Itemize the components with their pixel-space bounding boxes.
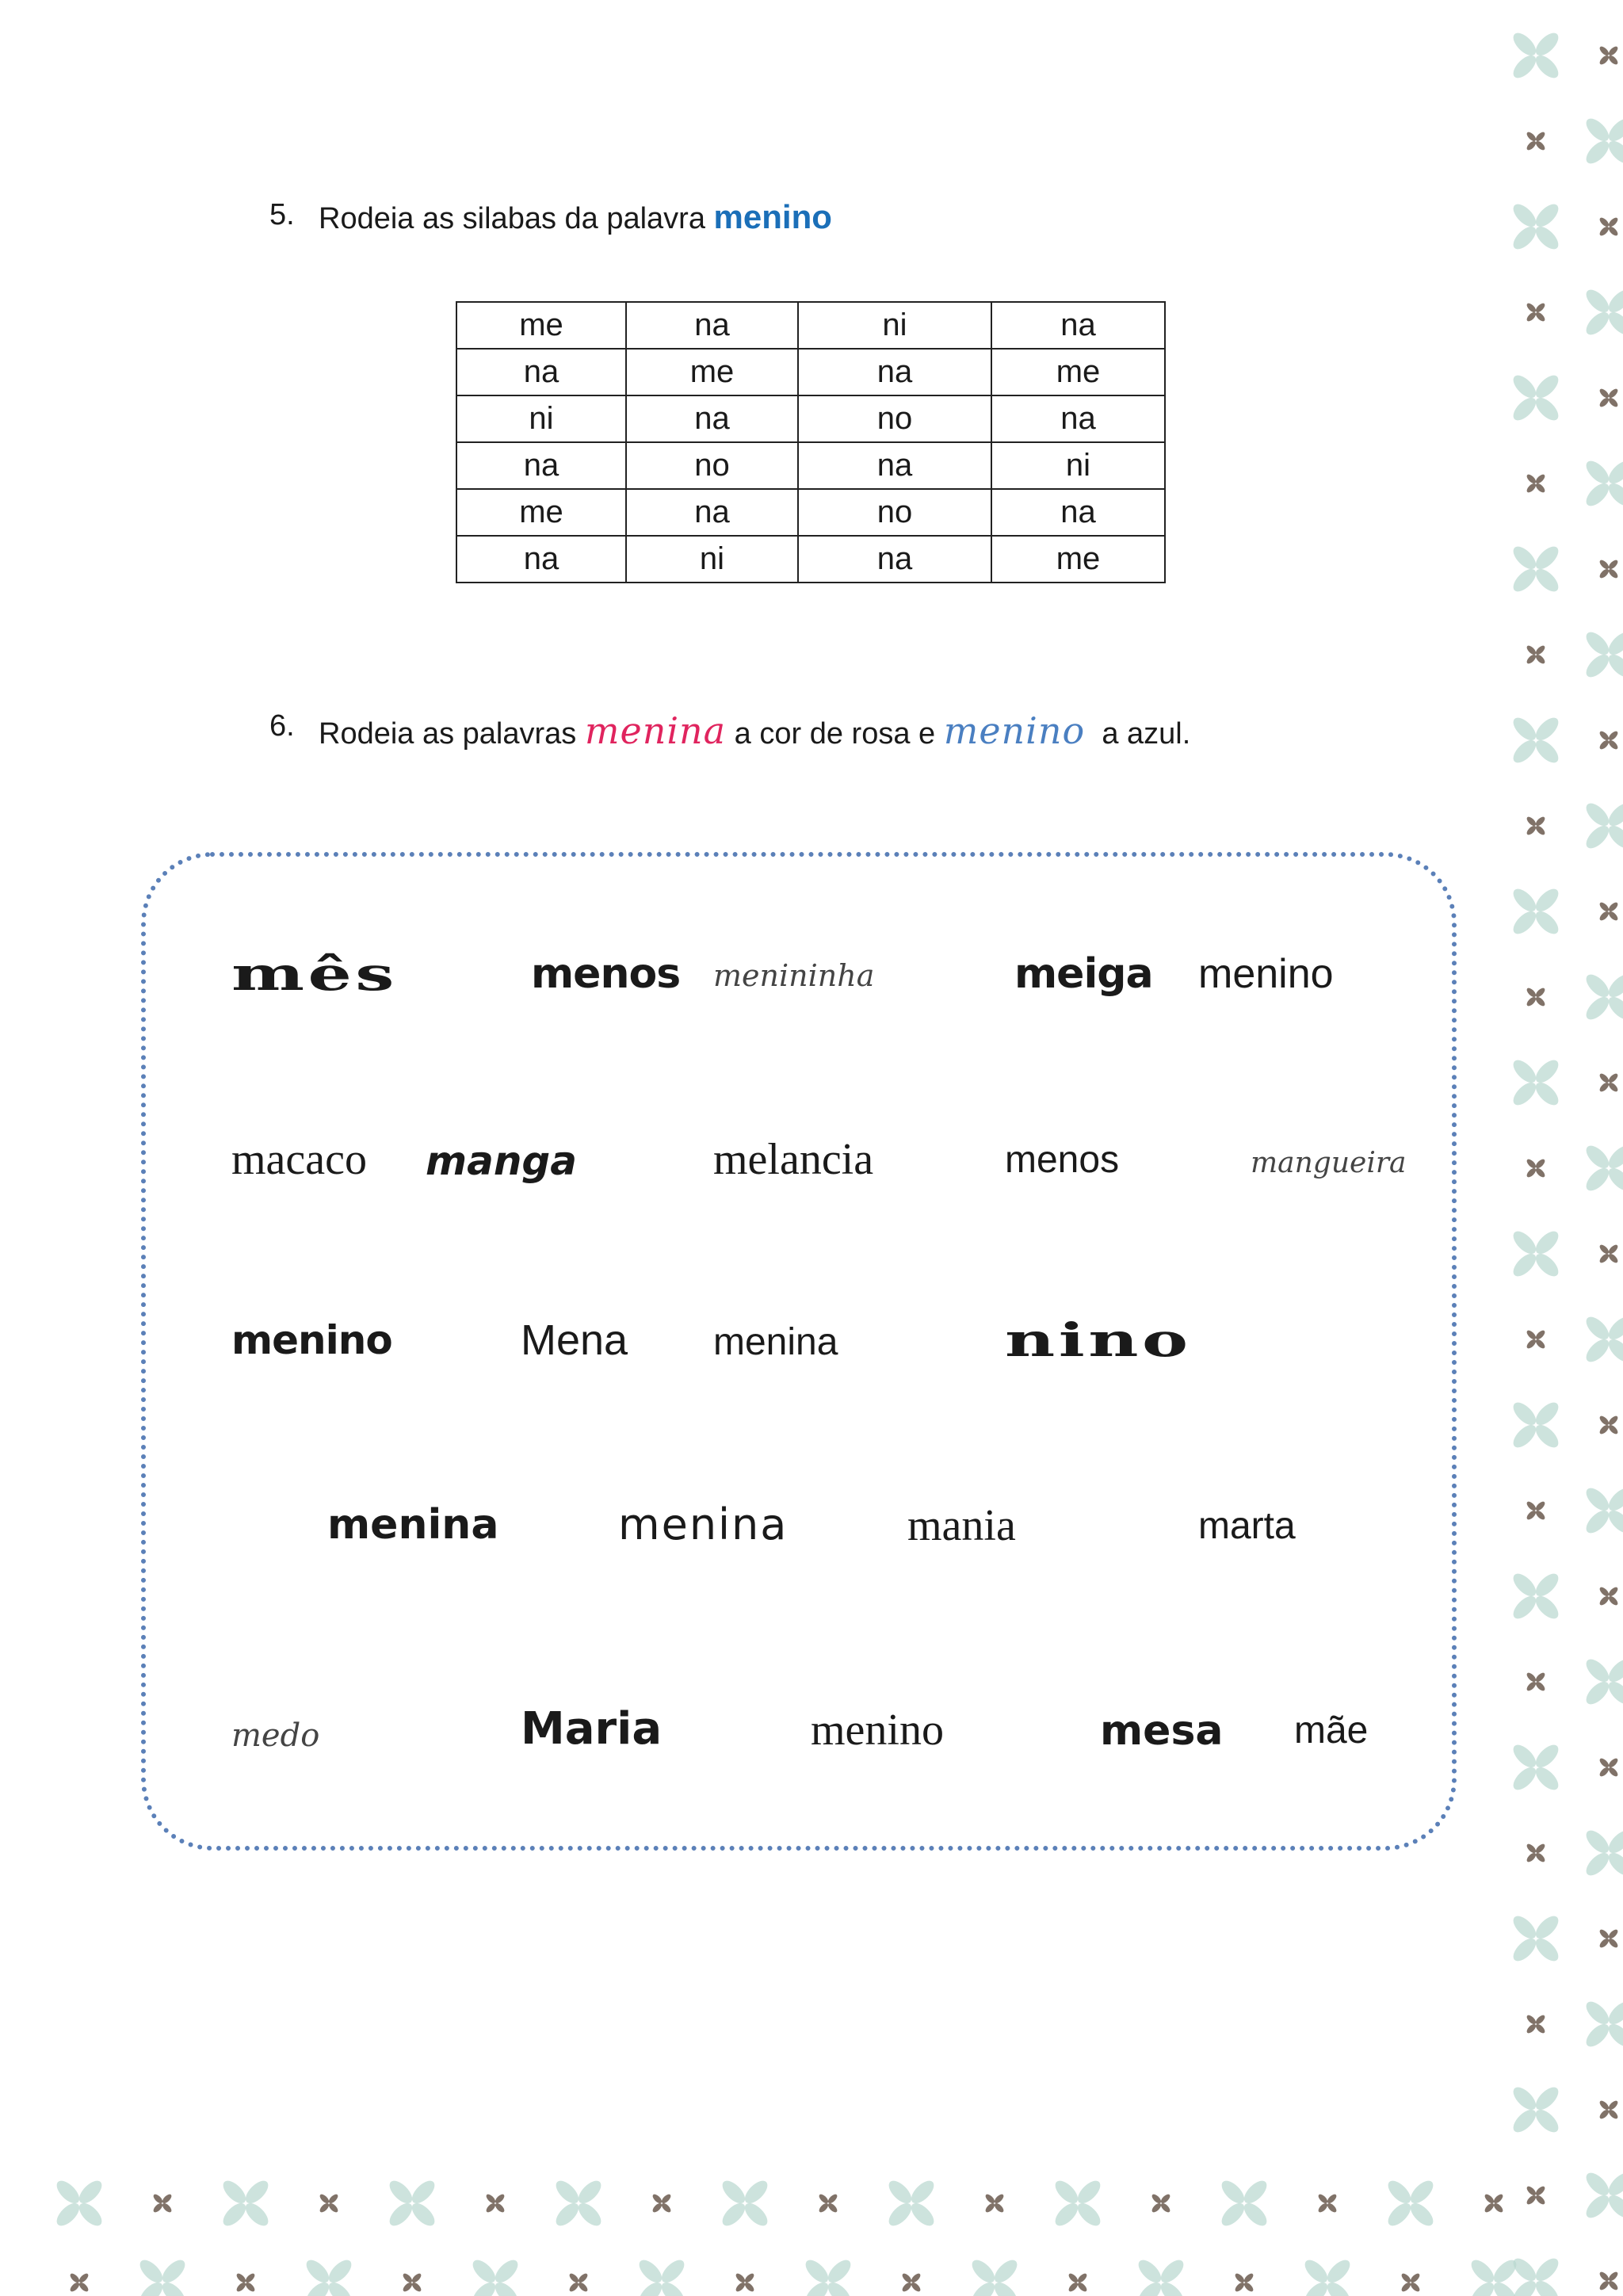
word-item[interactable]: manga	[426, 1138, 577, 1184]
word-item[interactable]: Maria	[521, 1703, 663, 1755]
exercise-number: 5.	[269, 198, 295, 231]
flower-pattern-icon	[1498, 0, 1623, 2296]
word-item[interactable]: Mena	[521, 1316, 628, 1364]
word-item[interactable]: medo	[231, 1717, 320, 1754]
word-item[interactable]: menino	[231, 1317, 392, 1363]
syllable-table	[456, 301, 1166, 583]
blue-word: menino	[943, 709, 1086, 752]
word-item[interactable]: mês	[231, 947, 398, 1001]
word-item[interactable]: mãe	[1294, 1710, 1369, 1752]
instruction-text-middle: a cor de rosa e	[734, 717, 936, 751]
syllable-cell[interactable]: na	[798, 536, 991, 583]
exercise-instruction	[319, 198, 832, 236]
syllable-cell[interactable]: na	[991, 489, 1165, 536]
flower-pattern-icon	[0, 2164, 1623, 2296]
word-item[interactable]: menina	[327, 1501, 499, 1549]
syllable-cell[interactable]: me	[456, 302, 626, 349]
syllable-cell[interactable]: na	[456, 442, 626, 489]
table-row	[456, 395, 1165, 442]
pink-word: menina	[584, 709, 727, 752]
decorative-border-bottom	[0, 2164, 1623, 2296]
word-item[interactable]: mania	[907, 1501, 1016, 1550]
table-row	[456, 536, 1165, 583]
word-item[interactable]: menino	[1198, 951, 1334, 997]
syllable-cell[interactable]: no	[798, 489, 991, 536]
decorative-border-right	[1498, 0, 1623, 2296]
syllable-cell[interactable]: na	[798, 349, 991, 395]
syllable-cell[interactable]: no	[626, 442, 798, 489]
syllable-cell[interactable]: ni	[626, 536, 798, 583]
word-item[interactable]: mesa	[1100, 1707, 1224, 1755]
syllable-cell[interactable]: me	[626, 349, 798, 395]
target-word: menino	[713, 198, 832, 235]
word-item[interactable]: marta	[1198, 1505, 1296, 1547]
syllable-cell[interactable]: ni	[456, 395, 626, 442]
syllable-cell[interactable]: na	[456, 349, 626, 395]
syllable-cell[interactable]: ni	[798, 302, 991, 349]
exercise-instruction	[319, 709, 1190, 752]
word-item[interactable]: menina	[618, 1499, 789, 1549]
syllable-cell[interactable]: me	[991, 349, 1165, 395]
word-item[interactable]: melancia	[713, 1135, 874, 1184]
syllable-cell[interactable]: na	[456, 536, 626, 583]
syllable-cell[interactable]: na	[626, 302, 798, 349]
table-row	[456, 489, 1165, 536]
table-row	[456, 349, 1165, 395]
table-row	[456, 442, 1165, 489]
syllable-cell[interactable]: me	[456, 489, 626, 536]
word-item[interactable]: menino	[811, 1706, 944, 1755]
table-row	[456, 302, 1165, 349]
exercise-number: 6.	[269, 709, 295, 743]
syllable-cell[interactable]: na	[991, 395, 1165, 442]
syllable-cell[interactable]: ni	[991, 442, 1165, 489]
instruction-text-end: a azul.	[1102, 717, 1191, 751]
syllable-cell[interactable]: na	[798, 442, 991, 489]
instruction-text-start: Rodeia as palavras	[319, 717, 577, 751]
word-item[interactable]: mangueira	[1251, 1147, 1407, 1179]
syllable-cell[interactable]: na	[626, 395, 798, 442]
syllable-cell[interactable]: na	[626, 489, 798, 536]
syllable-cell[interactable]: na	[991, 302, 1165, 349]
word-item[interactable]: menos	[1005, 1139, 1120, 1181]
instruction-text: Rodeia as silabas da palavra	[319, 202, 705, 235]
word-item[interactable]: menininha	[713, 958, 875, 993]
word-item[interactable]: nino	[1005, 1313, 1192, 1367]
word-item[interactable]: menos	[531, 950, 681, 998]
syllable-cell[interactable]: me	[991, 536, 1165, 583]
word-item[interactable]: macaco	[231, 1135, 367, 1184]
syllable-cell[interactable]: no	[798, 395, 991, 442]
word-item[interactable]: meiga	[1014, 950, 1153, 998]
word-item[interactable]: menina	[713, 1321, 838, 1363]
